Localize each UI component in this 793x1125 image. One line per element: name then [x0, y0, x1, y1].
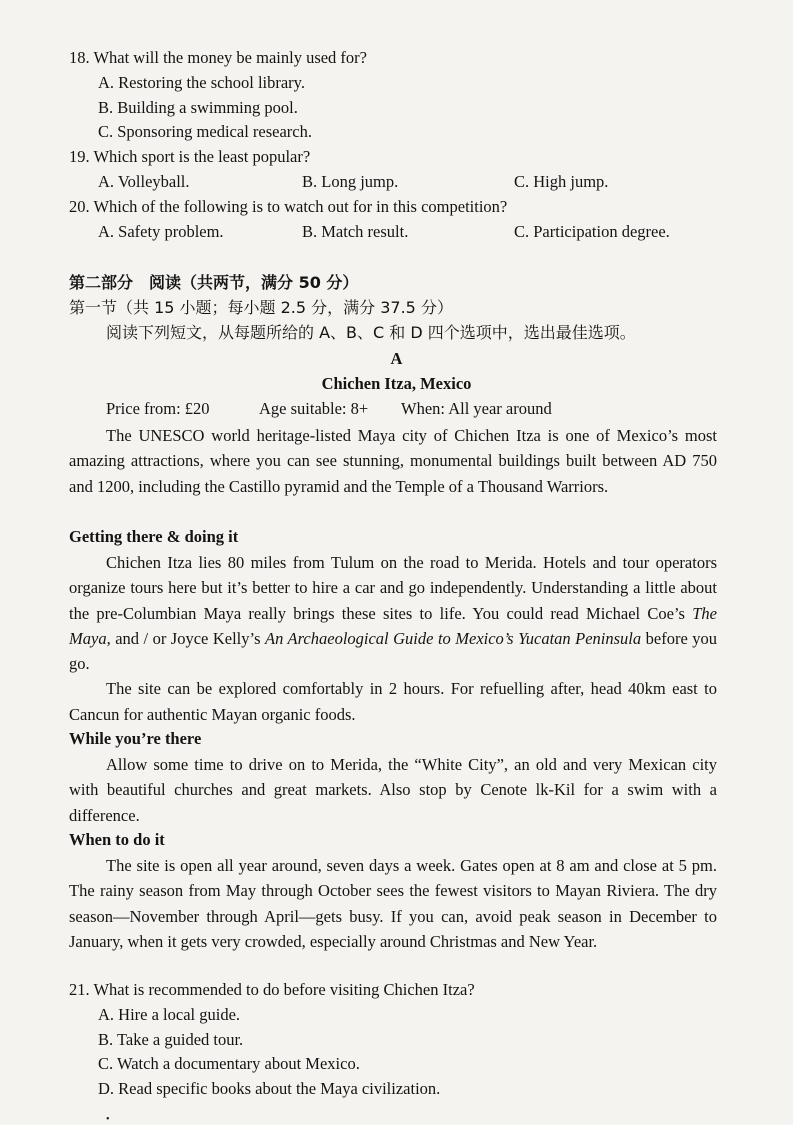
book-title-archaeological-guide: An Archaeological Guide to Mexico’s Yucatan Peninsula — [265, 628, 642, 648]
getting-text-b: , and / or Joyce Kelly’s — [106, 628, 266, 648]
question-21-option-b[interactable]: B. Take a guided tour. — [98, 1030, 244, 1049]
question-20-option-a[interactable]: A. Safety problem. — [98, 222, 224, 241]
question-18-stem: 18. What will the money be mainly used for? — [69, 48, 367, 67]
while-there-section — [69, 752, 717, 828]
part-two-title: 第二部分 阅读（共两节，满分 50 分） — [69, 273, 359, 292]
question-20-option-c[interactable]: C. Participation degree. — [514, 222, 670, 241]
passage-label: A — [390, 349, 403, 368]
getting-there-section — [69, 550, 717, 727]
passage-title: Chichen Itza, Mexico — [321, 374, 472, 393]
price-info: Price from: £20 — [106, 399, 210, 418]
question-18-option-a[interactable]: A. Restoring the school library. — [98, 73, 305, 92]
age-info: Age suitable: 8+ — [259, 399, 369, 418]
heading-when-to-do: When to do it — [69, 830, 165, 849]
page-footer-mark: • — [106, 1114, 110, 1125]
question-21-option-a[interactable]: A. Hire a local guide. — [98, 1005, 241, 1024]
intro-paragraph: The UNESCO world heritage-listed Maya city of Chichen Itza is one of Mexico’s most amazing attractions, where you can see stunning, monumental buildings built between AD 750 and 1200, including the Castillo pyramid and the Temple of a Thousand Warriors. — [69, 426, 717, 496]
when-to-do-section — [69, 853, 717, 954]
passage-intro — [69, 423, 717, 499]
while-paragraph: Allow some time to drive on to Merida, the “White City”, an old and very Mexican city with beautiful churches and great markets. Also stop by Cenote lk-Kil for a swim with a difference. — [69, 755, 717, 825]
question-20-stem: 20. Which of the following is to watch out for in this competition? — [69, 197, 508, 216]
question-21-option-d[interactable]: D. Read specific books about the Maya civilization. — [98, 1079, 441, 1098]
question-19-stem: 19. Which sport is the least popular? — [69, 147, 311, 166]
question-19-option-b[interactable]: B. Long jump. — [302, 172, 399, 191]
question-19-option-c[interactable]: C. High jump. — [514, 172, 609, 191]
question-18-option-c[interactable]: C. Sponsoring medical research. — [98, 122, 312, 141]
question-21-option-c[interactable]: C. Watch a documentary about Mexico. — [98, 1054, 360, 1073]
heading-getting-there: Getting there & doing it — [69, 527, 239, 546]
question-19-option-a[interactable]: A. Volleyball. — [98, 172, 190, 191]
getting-text-a: Chichen Itza lies 80 miles from Tulum on the road to Merida. Hotels and tour operators organize tours here but it’s better to hire a car and go independently. Understanding a little about the pre-Columbian Maya really brings these sites to life. You could read Michael Coe’s — [69, 553, 717, 623]
getting-text-c: before you go. — [69, 628, 718, 674]
heading-while-there: While you’re there — [69, 729, 202, 748]
when-info: When: All year around — [401, 399, 552, 418]
subsection-title: 第一节（共 15 小题；每小题 2.5 分，满分 37.5 分） — [69, 298, 453, 317]
question-21-stem: 21. What is recommended to do before visiting Chichen Itza? — [69, 980, 475, 999]
when-paragraph: The site is open all year around, seven days a week. Gates open at 8 am and close at 5 pm. The rainy season from May through October sees the fewest visitors to Mayan Riviera. The dry season—November through April—gets busy. If you can, avoid peak season in December to January, when it gets very crowded, especially around Christmas and New Year. — [69, 856, 717, 951]
instruction-text: 阅读下列短文，从每题所给的 A、B、C 和 D 四个选项中，选出最佳选项。 — [106, 323, 636, 342]
getting-paragraph-2: The site can be explored comfortably in 2 hours. For refuelling after, head 40km east to Cancun for authentic Mayan organic foods. — [69, 679, 717, 724]
question-20-option-b[interactable]: B. Match result. — [302, 222, 409, 241]
question-18-option-b[interactable]: B. Building a swimming pool. — [98, 98, 298, 117]
book-title-the-maya: The Maya — [69, 603, 717, 648]
getting-paragraph-1 — [69, 550, 717, 676]
